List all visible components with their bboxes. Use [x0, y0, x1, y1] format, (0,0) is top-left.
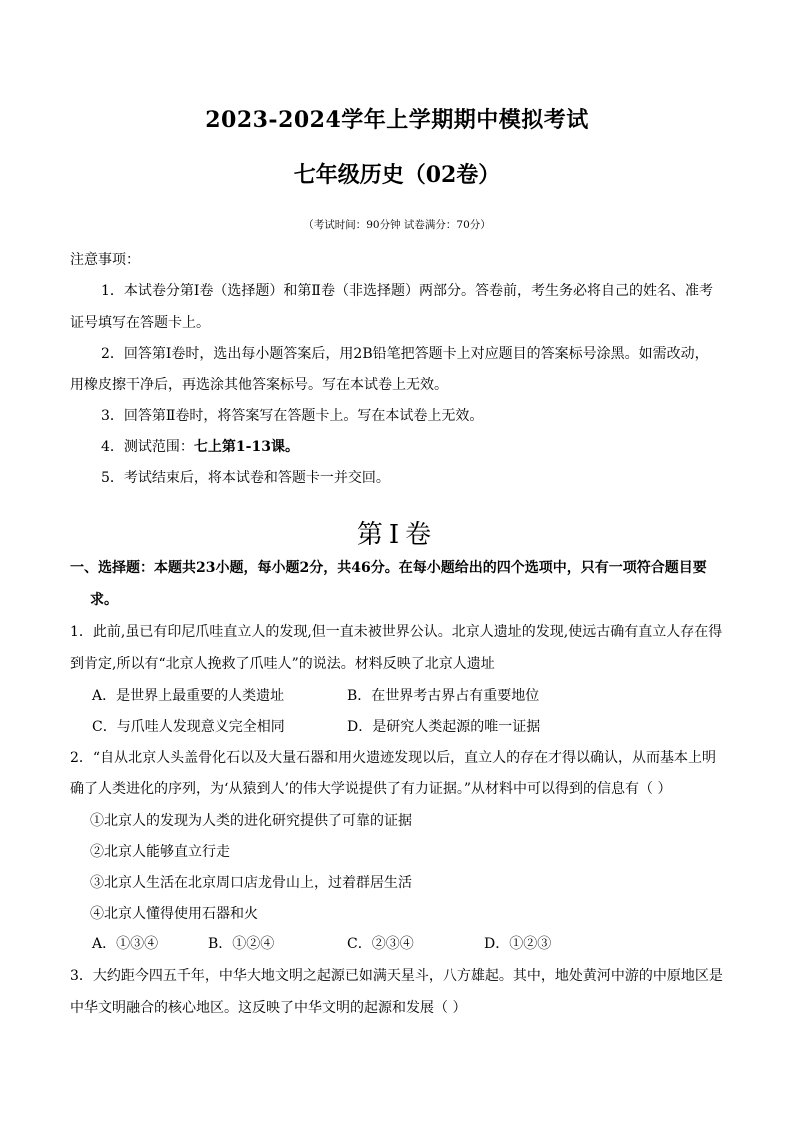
q2-stem-line-2: 确了人类进化的序列，为‘从猿到人’的伟大学说提供了有力证据。”从材料中可以得到的信息有（ ） [70, 781, 672, 797]
q2-statement-4: ④北京人懂得使用石器和火 [90, 906, 258, 922]
section-1-line-2: 求。 [90, 592, 118, 608]
q2-stem-line-1: 2．“自从北京人头盖骨化石以及大量石器和用火遗迹发现以后，直立人的存在才得以确认，从而基本上明 [70, 750, 717, 766]
notice-item-2-line-2: 用橡皮擦干净后，再选涂其他答案标号。写在本试卷上无效。 [70, 377, 448, 393]
q2-option-a: A．①③④ [92, 936, 159, 952]
q2-statement-3: ③北京人生活在北京周口店龙骨山上，过着群居生活 [90, 875, 412, 891]
q2-option-b: B．①②④ [208, 936, 275, 952]
notice-heading: 注意事项： [70, 252, 140, 268]
section-1-line-1: 一、选择题：本题共23小题，每小题2分，共46分。在每小题给出的四个选项中，只有一项符合题目要 [70, 560, 707, 576]
exam-time-info: （考试时间：90分钟 试卷满分：70分） [303, 219, 491, 231]
q2-option-c: C．②③④ [347, 936, 414, 952]
volume-title: 第Ⅰ卷 [356, 520, 438, 550]
q2-statement-2: ②北京人能够直立行走 [90, 844, 230, 860]
q1-option-b: B．在世界考古界占有重要地位 [347, 688, 540, 704]
notice-item-1-line-1: 1．本试卷分第Ⅰ卷（选择题）和第Ⅱ卷（非选择题）两部分。答卷前，考生务必将自己的姓名、准考 [101, 283, 713, 299]
q1-option-c: C．与爪哇人发现意义完全相同 [92, 719, 285, 735]
notice-item-3: 3．回答第Ⅱ卷时，将答案写在答题卡上。写在本试卷上无效。 [101, 408, 484, 424]
q2-statement-1: ①北京人的发现为人类的进化研究提供了可靠的证据 [90, 813, 412, 829]
notice-item-5: 5．考试结束后，将本试卷和答题卡一并交回。 [101, 470, 390, 486]
q1-option-a: A．是世界上最重要的人类遗址 [92, 688, 285, 704]
q3-stem-line-1: 3．大约距今四五千年，中华大地文明之起源已如满天星斗，八方雄起。其中，地处黄河中游的中原地区是 [70, 968, 723, 984]
exam-subtitle: 七年级历史（02卷） [293, 162, 501, 188]
q2-option-d: D．①②③ [484, 936, 552, 952]
notice-item-1-line-2: 证号填写在答题卡上。 [70, 315, 210, 331]
exam-title: 2023-2024学年上学期期中模拟考试 [205, 107, 589, 133]
q3-stem-line-2: 中华文明融合的核心地区。这反映了中华文明的起源和发展（ ） [70, 1000, 467, 1016]
q1-stem-line-2: 到肯定,所以有“北京人挽救了爪哇人”的说法。材料反映了北京人遗址 [70, 656, 495, 672]
notice-item-4 [101, 436, 299, 456]
q1-stem-line-1: 1．此前,虽已有印尼爪哇直立人的发现,但一直未被世界公认。北京人遗址的发现,使远古确有直立人存在得 [70, 624, 723, 640]
notice-item-2-line-1: 2．回答第Ⅰ卷时，选出每小题答案后，用2B铅笔把答题卡上对应题目的答案标号涂黑。如需改动， [101, 346, 709, 362]
q1-option-d: D．是研究人类起源的唯一证据 [347, 719, 541, 735]
notice-item-4-scope: 七上第1-13课。 [193, 439, 299, 455]
notice-item-4-prefix: 4．测试范围： [101, 439, 194, 455]
